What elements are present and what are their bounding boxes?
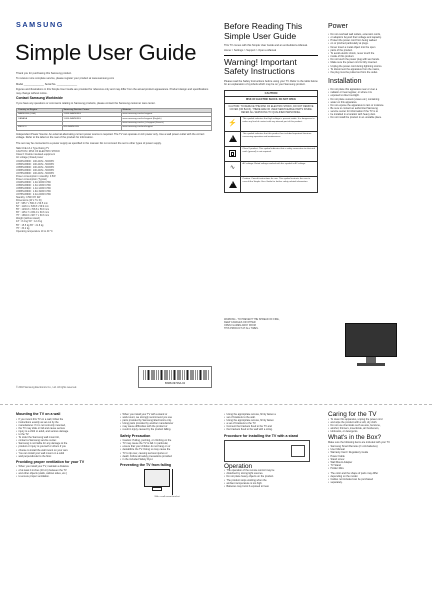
safety-heading: Warning! Important Safety Instructions [224, 56, 297, 77]
model-code: BN68-09726A-02 [164, 381, 186, 385]
safety-precaution-heading: Safety Precaution [120, 433, 151, 438]
caution-icon [229, 181, 237, 188]
list-item: • The color and the shape of parts may differ [328, 472, 422, 475]
divider-line [224, 55, 318, 56]
contact-heading: Contact Samsung Worldwide [16, 96, 63, 101]
list-item: • Do not touch the power plug with wet hands. [328, 58, 420, 61]
list-item: • result in injury caused by the product falling. [120, 428, 214, 431]
list-item: • When you install your TV with a stand or [120, 413, 214, 416]
list-item: • To order the Samsung wall mount kit, [16, 436, 110, 439]
wall-mount-list [16, 418, 110, 458]
list-item: • Using parts provided by another manufacturer [120, 422, 214, 425]
table-header: Website [121, 108, 211, 112]
warning-row [225, 117, 317, 132]
warning-row [225, 147, 317, 162]
table-cell: CANADA [17, 117, 63, 121]
tv-base-icon [357, 363, 385, 366]
list-item: • Using the appropriate screws, firmly fasten a [224, 413, 318, 416]
spec-line: UN43NU6900 : 100-240V~ 50/60Hz [16, 159, 55, 163]
spec-line: Operating temperature 10 to 40 °C [16, 229, 53, 233]
spec-line: Standby: 0.5W Off: 0W [16, 196, 41, 200]
spec-line: CAUTION / RISK OF ELECTRIC SHOCK [16, 150, 60, 154]
list-item: • instructions exactly as set out by the [16, 421, 110, 424]
tv-illustration [339, 321, 403, 369]
warning-row-text: This symbol indicates that high voltage is present inside. It is dangerous to make any kind of contact with any internal part of this product. [242, 117, 315, 123]
list-item: • TV Stand [328, 464, 422, 467]
power-list [328, 33, 420, 74]
list-item: • radiator or heat register, or where it is [328, 91, 420, 94]
list-item: • You can install your wall mount on a solid [16, 452, 110, 455]
spec-line: AC voltage | Rated power [16, 156, 44, 160]
list-item: • Be sure to contact an authorized Samsung [328, 107, 420, 110]
list-item: • Samsung is not liable for any damage to the [16, 442, 110, 445]
list-item: • TV may cause the TV to fall. In particular, [120, 442, 214, 445]
spec-line: Power consumption in standby: 0.5W [16, 174, 56, 178]
warning-row-text: This symbol indicates that this product has included important literature concerning operation and maintenance. [242, 132, 312, 138]
spec-line: UN43NU6900 : 1.0A 100W 0.5W [16, 180, 51, 184]
list-item: • Never insert a metal object into the open [328, 46, 420, 49]
spec-line: 75" : 1684.6 x 967.7 x 60.6 mm [16, 214, 50, 218]
spec-line: UN55NU6900 : 100-240V~ 50/60Hz [16, 165, 55, 169]
operation-heading: Operation [224, 462, 253, 470]
list-item: • the plug must be pulled out from the outlet. [328, 71, 420, 74]
list-item: • lubricants, or detergents. [328, 430, 422, 433]
tv-screen-icon [345, 323, 397, 357]
tv-outline-icon [144, 469, 170, 487]
bottom-column-1 [16, 413, 110, 478]
installation-heading: Installation [328, 78, 362, 86]
spec-line: Weight (without stand) [16, 217, 40, 221]
box-items-list [328, 445, 422, 470]
spec-line: 75" : 33.2 kg [16, 226, 30, 230]
list-item: • Samsung Smart Remote (2 x AA batteries) [328, 445, 422, 448]
diagram-caption: With a wall mount bracket [154, 495, 180, 498]
list-item: • Warranty Card / Regulatory Guide [328, 451, 422, 454]
warning-caution-text: CAUTION: TO REDUCE THE RISK OF ELECTRIC SHOCK, DO NOT REMOVE COVER (OR BACK). THERE ARE NO USER SERVICEABLE PARTS INSIDE. REFER ALL SERVICING TO QUALIFIED PERSONNEL. [225, 104, 317, 117]
power-supply-text: The set may be connected to a power supply as specified in the manual. Do not connect the set to other types of power supply. [16, 141, 162, 145]
table-header: Samsung Service Center [62, 108, 121, 112]
installation-list [328, 88, 420, 120]
spec-line: UN65NU6900 : 100-240V~ 50/60Hz [16, 168, 55, 172]
copyright-text: © 2018 Samsung Electronics Co., Ltd. All rights reserved. [16, 386, 77, 389]
ventilation-list [16, 465, 110, 477]
fire-warning-line: THIS PRODUCT AT ALL TIMES. [224, 327, 259, 331]
list-item: • The product stops working when the [224, 479, 318, 482]
list-item: • Make sure the power cord is fully inserted. [328, 61, 420, 64]
fire-warning [224, 318, 318, 330]
list-item: • manufacturer. If it is not correctly mounted, [16, 424, 110, 427]
list-item: • and other objects (walls, cabinet sides, etc.) [16, 472, 110, 475]
list-item: • Do not place vessels (vases etc.) containing [328, 98, 420, 101]
list-item: • the brackets fixed to the wall with a string. [224, 428, 318, 431]
list-item: • parts provided by Samsung Electronics only. [120, 419, 214, 422]
list-item: • To disconnect the apparatus from the mains, [328, 68, 420, 71]
spec-line: UN50NU6900 : 100-240V~ 50/60Hz [16, 162, 55, 166]
spec-line: UN65NU6900 : 1.9A 190W 0.5W [16, 189, 51, 193]
list-item: • choose to install the wall mount on your own. [16, 449, 110, 452]
list-item: • on or pinched particularly at plugs. [328, 42, 420, 45]
warning-row [225, 132, 317, 147]
spec-line: SEE CCE-13-1 Type Rating TV [16, 147, 50, 151]
list-item: • Do not place this apparatus near or over a [328, 88, 420, 91]
list-item: • separately. [328, 481, 422, 484]
list-item: • wall-mount, we strongly recommend you use [120, 416, 214, 419]
samsung-logo: SAMSUNG [16, 20, 64, 29]
table-cell: MEXICO [17, 126, 63, 130]
warning-row-text: Caution. Consult instructions for use: This symbol instructs the user to consult the Simple User Guide for further safety related information. [242, 177, 311, 183]
list-item: • contact a Samsung service center. [16, 439, 110, 442]
table-row [17, 126, 212, 130]
before-reading-heading: Before Reading This Simple User Guide [224, 21, 303, 41]
intro-text-2: To receive more complete service, please register your product at www.samsung.com [16, 77, 115, 81]
list-item: • Do not use chemicals such as wax, benzene, [328, 424, 422, 427]
spec-line: 43" : 965.7 x 560.3 x 59.5 mm [16, 202, 48, 206]
list-item: • Holder-Wire [328, 467, 422, 470]
list-item: • Power Cable [328, 455, 422, 458]
barcode-icon [143, 370, 209, 380]
spec-line: Power consumption (Typical) [16, 177, 47, 181]
warning-row-text: AC voltage: Rated voltage marked with this symbol is AC voltage. [242, 162, 306, 165]
list-item: • The operation of the remote control may be [224, 469, 318, 472]
spec-line: 55" : 15.5 kg 65" : 21.8 kg [16, 223, 44, 227]
list-item: • to the TV. [16, 433, 110, 436]
middle-column [224, 22, 318, 193]
list-item: • destabilize the TV. Doing so may cause the [120, 448, 214, 451]
spec-line: 65" : 1451.7 x 834.0 x 60.6 mm [16, 211, 50, 215]
list-item: • Unplug the power cord during lightning storms. [328, 65, 420, 68]
list-item: • product or injury to yourself or others if you [16, 445, 110, 448]
e-manual-path: Home > Settings > Support > Open e-Manual [224, 49, 277, 53]
spec-line: 50" : 1118.4 x 645.8 x 59.9 mm [16, 205, 49, 209]
warning-table-subtitle: RISK OF ELECTRIC SHOCK. DO NOT OPEN. [225, 97, 317, 104]
list-item: • death. Follow all safety precautions provided [120, 455, 214, 458]
contact-table [16, 108, 212, 131]
power-heading: Power [328, 23, 348, 30]
list-item: • depending on the model. [328, 475, 422, 478]
list-item: • or adaptors beyond their voltage and capacity. [328, 36, 420, 39]
warning-triangle-icon [229, 135, 237, 142]
wall-icon [172, 469, 173, 495]
spec-line: UN75NU6900 : 100-240V~ 50/60Hz [16, 171, 55, 175]
figures-note: Figures and illustrations in this Simple User Guide are provided for reference only and may differ from the actual product appearance. Product design and specifications may change without notice. [16, 88, 209, 95]
list-item: • Protect the power cord from being walked [328, 39, 420, 42]
list-item: • Do not expose the apparatus to rain or moisture. [328, 104, 420, 107]
wall-mount-heading: Mounting the TV on a wall [16, 412, 61, 416]
list-item: • Cables not included can be purchased [328, 478, 422, 481]
bracket-steps-list [224, 413, 318, 432]
list-item: • may cause difficulties with the product or [120, 425, 214, 428]
warning-row-text: Class II product: This symbol indicates that a safety connection to electrical earth (ground) is not required. [242, 147, 316, 153]
before-reading-intro: This TV comes with this Simple User Guide and an embedded e-Manual. [224, 44, 308, 48]
caring-list [328, 418, 422, 433]
table-cell: 1-800-SAMSUNG [62, 117, 121, 121]
list-item: • inside of this product. [328, 55, 420, 58]
spec-line: Class II: Double insulated equipment [16, 153, 55, 157]
bottom-column-2 [120, 413, 214, 499]
safety-intro: Please read the Safety Instructions before using your TV. Refer to the table below for an explanation of symbols which may be on your Samsung product. [224, 79, 318, 87]
list-item: • Do not place heavy objects on the product. [224, 475, 318, 478]
list-item: • and wipe the product with a soft, dry cloth. [328, 421, 422, 424]
list-item: • be installed in a location with heavy dust. [328, 113, 420, 116]
list-item: • Batteries may burst if exposed to heat. [224, 485, 318, 488]
page-title: Simple User Guide [15, 40, 197, 65]
list-item: • TV to tip over, causing serious injuries or [120, 452, 214, 455]
list-item: • the TV may slide or fall and cause serious [16, 427, 110, 430]
list-item: • Connect the brackets fixed to the TV and [224, 425, 318, 428]
table-header: Country or Region [17, 108, 63, 112]
safety-precaution-list [120, 439, 214, 461]
list-item: • of at least 4 inches (10 cm) between the TV [16, 469, 110, 472]
list-item: • To clean this apparatus, unplug the power cord [328, 418, 422, 421]
list-item: • disturbed by strong light sources. [224, 472, 318, 475]
list-item: • parts of the product. [328, 49, 420, 52]
warning-row [225, 162, 317, 177]
warning-row [225, 177, 317, 192]
stand-procedure-box [224, 440, 310, 462]
table-cell[interactable]: www.samsung.com/mx/support [121, 126, 211, 130]
list-item: • a set of brackets to the TV. [224, 422, 318, 425]
wall-bracket-diagram [130, 469, 190, 495]
list-item: • alcohol, thinners, insecticide, air fresheners, [328, 427, 422, 430]
spec-line: 43" : 8.4 kg 50" : 12.3 kg [16, 220, 43, 224]
list-item: • set of brackets to the wall. [224, 416, 318, 419]
list-item: • Wall Mount Adapter [328, 461, 422, 464]
list-item: • ambient temperature is too high. [224, 482, 318, 485]
list-item: • Caution: Pulling, pushing, or climbing on the [120, 439, 214, 442]
bottom-column-3 [224, 413, 318, 488]
list-item: • in the included Safety Flyer. [120, 458, 214, 461]
tv-stand-diagram-icon [291, 445, 305, 457]
list-item: • Stand screw [328, 458, 422, 461]
fire-warning-line: OPEN FLAMES AWAY FROM [224, 324, 256, 328]
ac-voltage-icon: ∿ [229, 165, 236, 172]
table-cell: SAMSUNG (USA) [17, 113, 63, 117]
stand-outline-icon [152, 487, 162, 491]
ventilation-heading: Providing proper ventilation for your TV [16, 459, 85, 464]
list-item: • wall perpendicular to the floor. [16, 455, 110, 458]
contact-text: If you have any questions or comments relating to Samsung products, please contact the Samsung customer care center. [16, 102, 156, 106]
left-column [16, 72, 212, 233]
operation-list [224, 469, 318, 488]
list-item: • service center for information if the TV is to [328, 110, 420, 113]
model-serial-line: Model ______________ Serial No. ______________ [16, 82, 78, 86]
spec-lines [16, 147, 212, 232]
high-voltage-icon: ⚡ [228, 120, 237, 128]
table-cell: 1-800-SAMSUNG [62, 113, 121, 117]
right-column [328, 22, 420, 120]
double-insulation-icon [229, 150, 236, 157]
table-cell[interactable]: www.samsung.com/us/support [121, 113, 211, 117]
spec-line: UN55NU6900 : 1.4A 140W 0.5W [16, 186, 51, 190]
fire-warning-line: KEEP CANDLES OR OTHER [224, 321, 256, 325]
spec-line: UN50NU6900 : 1.3A 130W 0.5W [16, 183, 51, 187]
list-item: • to ensure proper ventilation. [16, 475, 110, 478]
list-item: • Using the appropriate screws, firmly fasten [224, 419, 318, 422]
list-item: • To avoid electric shock, never touch the [328, 52, 420, 55]
table-cell: 800-SAMSUNG [62, 126, 121, 130]
prevent-falling-heading: Preventing the TV from falling [120, 462, 172, 467]
warning-table-title: CAUTION [225, 91, 317, 97]
fire-warning-line: WARNING - TO PREVENT THE SPREAD OF FIRE, [224, 318, 280, 321]
list-item: • ensure that your children do not hang on or [120, 445, 214, 448]
spec-line: 55" : 1230.8 x 708.8 x 59.9 mm [16, 208, 50, 212]
warning-symbol-table [224, 90, 318, 193]
box-notes-list [328, 472, 422, 484]
list-item: • Do not install the product in an unstable place. [328, 116, 420, 119]
list-item: • When you install your TV, maintain a distance [16, 465, 110, 468]
list-item: • injury to a child or adult, and serious damage [16, 430, 110, 433]
spec-line: Dimensions (W x H x D) [16, 199, 42, 203]
table-cell[interactable]: www.samsung.com/ca/support (English) [121, 117, 211, 121]
bottom-column-4 [328, 413, 422, 484]
fold-divider [0, 404, 432, 405]
table-cell[interactable]: www.samsung.com/ca_fr/support (French) [121, 121, 211, 125]
list-item: • water on this apparatus. [328, 101, 420, 104]
stand-parts-list [120, 413, 214, 432]
list-item: • exposed to direct sunlight. [328, 94, 420, 97]
power-source-text: Independent Power Source: An external alternating current power source is required. The TV can operate on AC power only. Use a wall power outlet with the correct voltage. Refer to the label on the rear of the product for information. [16, 133, 205, 140]
spec-line: UN75NU6900 : 2.4A 240W 0.5W [16, 193, 51, 197]
barcode-box [138, 366, 212, 388]
list-item: • If you mount this TV on a wall, follow the [16, 418, 110, 421]
whats-in-box-heading: What's in the Box? [328, 434, 382, 442]
list-item: • User Manual [328, 448, 422, 451]
stand-procedure-heading: Procedure for installing the TV with a stand [224, 433, 299, 438]
box-intro: Make sure the following items are included with your TV. [328, 440, 391, 444]
list-item: • Do not overload wall outlets, extension cords, [328, 33, 420, 36]
caring-heading: Caring for the TV [328, 411, 377, 418]
intro-text-1: Thank you for purchasing this Samsung product. [16, 72, 72, 75]
